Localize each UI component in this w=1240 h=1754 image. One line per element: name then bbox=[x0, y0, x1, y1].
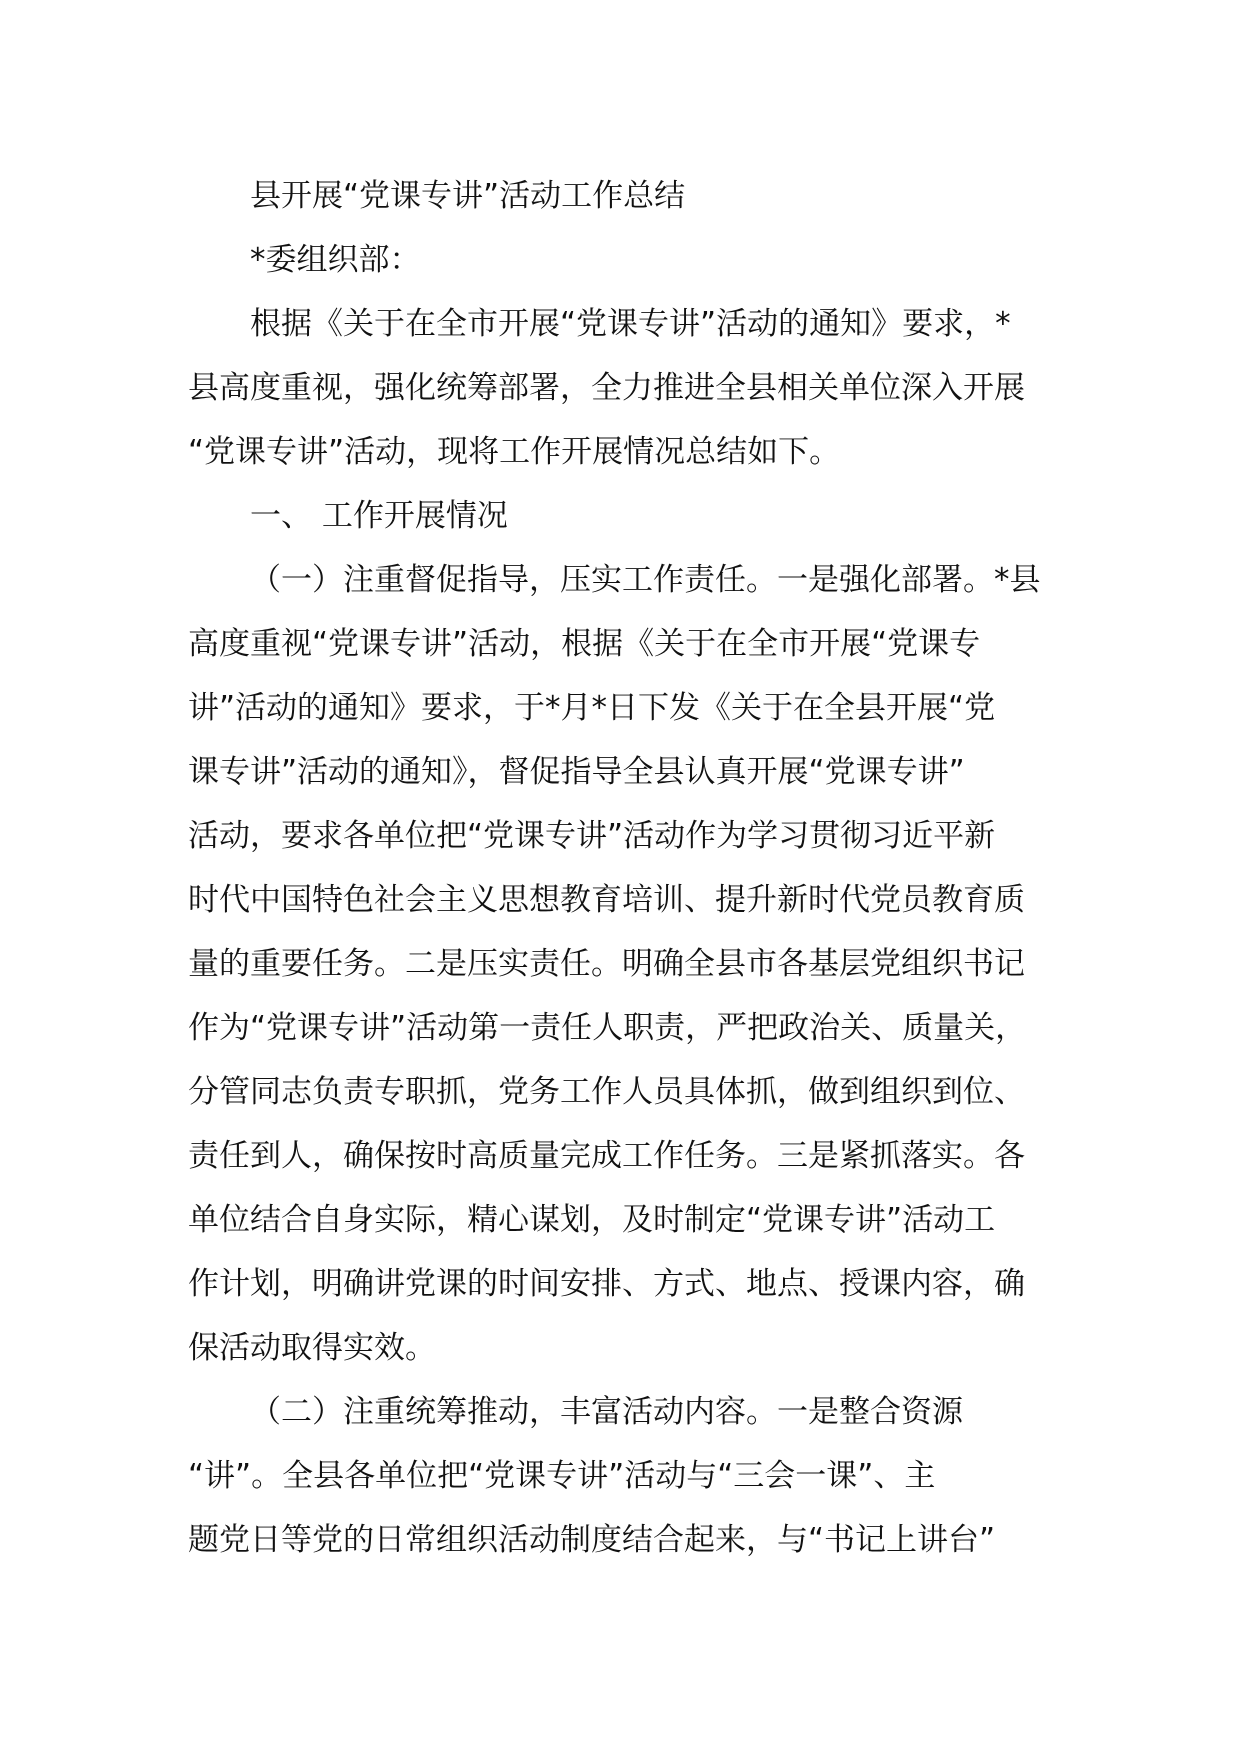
paragraph-line: “党课专讲”活动，现将工作开展情况总结如下。 bbox=[188, 434, 841, 470]
paragraph-line: 讲”活动的通知》要求，于*月*日下发《关于在全县开展“党 bbox=[188, 690, 996, 726]
paragraph-line: 课专讲”活动的通知》，督促指导全县认真开展“党课专讲” bbox=[188, 754, 965, 790]
paragraph-line: 量的重要任务。二是压实责任。明确全县市各基层党组织书记 bbox=[188, 946, 1025, 982]
paragraph-line: 作计划，明确讲党课的时间安排、方式、地点、授课内容，确 bbox=[188, 1266, 1025, 1302]
paragraph-line: 单位结合自身实际，精心谋划，及时制定“党课专讲”活动工 bbox=[188, 1202, 996, 1238]
document-title: 县开展“党课专讲”活动工作总结 bbox=[250, 178, 686, 214]
paragraph-line: 分管同志负责专职抓，党务工作人员具体抓，做到组织到位、 bbox=[188, 1074, 1025, 1110]
paragraph-line: 责任到人，确保按时高质量完成工作任务。三是紧抓落实。各 bbox=[188, 1138, 1025, 1174]
paragraph-line: 题党日等党的日常组织活动制度结合起来，与“书记上讲台” bbox=[188, 1522, 996, 1558]
paragraph-line: 根据《关于在全市开展“党课专讲”活动的通知》要求，* bbox=[250, 306, 1011, 342]
paragraph-line: 保活动取得实效。 bbox=[188, 1330, 436, 1366]
paragraph-line: 时代中国特色社会主义思想教育培训、提升新时代党员教育质 bbox=[188, 882, 1025, 918]
paragraph-line: 作为“党课专讲”活动第一责任人职责，严把政治关、质量关， bbox=[188, 1010, 1027, 1046]
paragraph-line: （二）注重统筹推动，丰富活动内容。一是整合资源 bbox=[250, 1394, 963, 1430]
paragraph-line: 高度重视“党课专讲”活动，根据《关于在全市开展“党课专 bbox=[188, 626, 981, 662]
paragraph-line: （一）注重督促指导，压实工作责任。一是强化部署。*县 bbox=[250, 562, 1041, 598]
paragraph-line: 县高度重视，强化统筹部署，全力推进全县相关单位深入开展 bbox=[188, 370, 1025, 406]
paragraph-line: “讲”。全县各单位把“党课专讲”活动与“三会一课”、主 bbox=[188, 1458, 936, 1494]
paragraph-line: 活动，要求各单位把“党课专讲”活动作为学习贯彻习近平新 bbox=[188, 818, 996, 854]
section-heading: 一、 工作开展情况 bbox=[250, 498, 508, 534]
recipient-line: *委组织部： bbox=[250, 242, 421, 278]
